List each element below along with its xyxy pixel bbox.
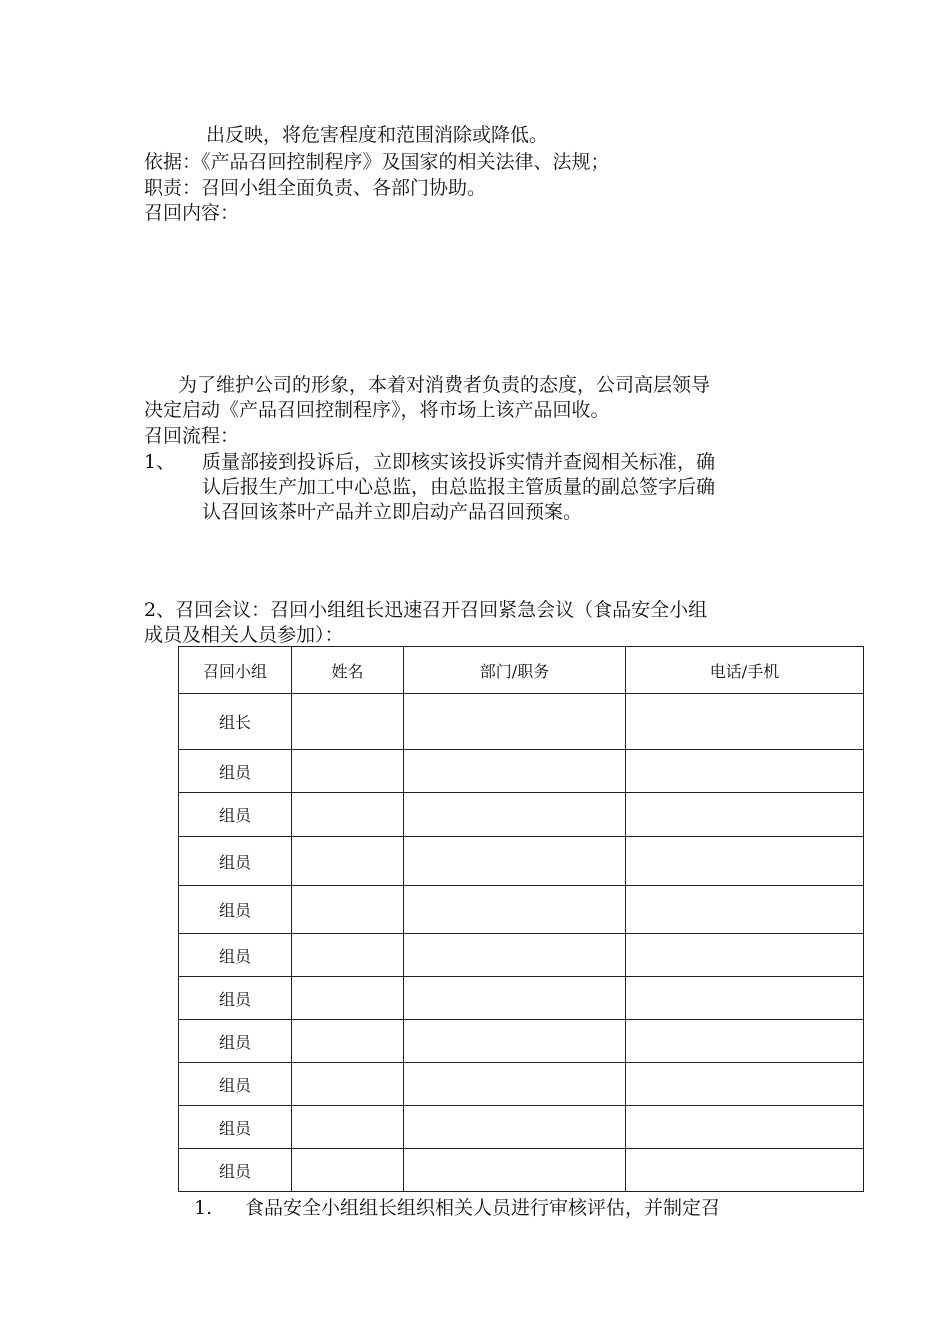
name-cell[interactable] bbox=[292, 1106, 404, 1149]
table-row bbox=[179, 750, 864, 793]
phone-cell[interactable] bbox=[626, 1063, 864, 1106]
role-cell: 组员 bbox=[179, 886, 292, 934]
recall-team-table bbox=[178, 646, 864, 1192]
role-cell: 组员 bbox=[179, 977, 292, 1020]
paragraph-line: 出反映，将危害程度和范围消除或降低。 bbox=[206, 124, 549, 146]
name-cell[interactable] bbox=[292, 1020, 404, 1063]
content-line: 决定启动《产品召回控制程序》，将市场上该产品回收。 bbox=[144, 399, 610, 421]
role-cell: 组长 bbox=[179, 694, 292, 750]
step-line: 认召回该茶叶产品并立即启动产品召回预案。 bbox=[202, 501, 583, 523]
name-cell[interactable] bbox=[292, 750, 404, 793]
dept-cell[interactable] bbox=[404, 934, 626, 977]
dept-cell[interactable] bbox=[404, 837, 626, 886]
table-row bbox=[179, 886, 864, 934]
header-cell: 召回小组 bbox=[179, 647, 292, 694]
table-row bbox=[179, 1149, 864, 1192]
role-cell: 组员 bbox=[179, 750, 292, 793]
name-cell[interactable] bbox=[292, 1063, 404, 1106]
phone-cell[interactable] bbox=[626, 1020, 864, 1063]
phone-cell[interactable] bbox=[626, 750, 864, 793]
step-line: 质量部接到投诉后，立即核实该投诉实情并查阅相关标准，确 bbox=[202, 451, 716, 473]
dept-cell[interactable] bbox=[404, 1020, 626, 1063]
role-cell: 组员 bbox=[179, 1063, 292, 1106]
table-row bbox=[179, 977, 864, 1020]
step-line: 成员及相关人员参加）： bbox=[144, 624, 344, 646]
name-cell[interactable] bbox=[292, 934, 404, 977]
table-row bbox=[179, 694, 864, 750]
name-cell[interactable] bbox=[292, 1149, 404, 1192]
duty-line: 职责：召回小组全面负责、各部门协助。 bbox=[144, 177, 487, 199]
phone-cell[interactable] bbox=[626, 694, 864, 750]
name-cell[interactable] bbox=[292, 694, 404, 750]
dept-cell[interactable] bbox=[404, 750, 626, 793]
role-cell: 组员 bbox=[179, 934, 292, 977]
dept-cell[interactable] bbox=[404, 793, 626, 837]
process-label: 召回流程： bbox=[144, 425, 240, 447]
dept-cell[interactable] bbox=[404, 694, 626, 750]
basis-line: 依据：《产品召回控制程序》及国家的相关法律、法规； bbox=[144, 151, 610, 173]
dept-cell[interactable] bbox=[404, 1149, 626, 1192]
table-row bbox=[179, 1106, 864, 1149]
table-row bbox=[179, 837, 864, 886]
dept-cell[interactable] bbox=[404, 1106, 626, 1149]
step-line: 认后报生产加工中心总监，由总监报主管质量的副总签字后确 bbox=[202, 476, 716, 498]
dept-cell[interactable] bbox=[404, 1063, 626, 1106]
step-line: 2、召回会议：召回小组组长迅速召开召回紧急会议（食品安全小组 bbox=[144, 599, 708, 621]
name-cell[interactable] bbox=[292, 837, 404, 886]
step-number: 1、 bbox=[144, 451, 176, 473]
name-cell[interactable] bbox=[292, 886, 404, 934]
content-line: 为了维护公司的形象，本着对消费者负责的态度，公司高层领导 bbox=[178, 374, 711, 396]
phone-cell[interactable] bbox=[626, 977, 864, 1020]
phone-cell[interactable] bbox=[626, 1149, 864, 1192]
phone-cell[interactable] bbox=[626, 793, 864, 837]
table-row bbox=[179, 934, 864, 977]
phone-cell[interactable] bbox=[626, 934, 864, 977]
role-cell: 组员 bbox=[179, 1149, 292, 1192]
role-cell: 组员 bbox=[179, 1020, 292, 1063]
phone-cell[interactable] bbox=[626, 1106, 864, 1149]
footer-text: 食品安全小组组长组织相关人员进行审核评估，并制定召 bbox=[245, 1197, 721, 1219]
content-label: 召回内容： bbox=[144, 202, 240, 224]
header-cell: 部门/职务 bbox=[404, 647, 626, 694]
phone-cell[interactable] bbox=[626, 886, 864, 934]
table-header-row bbox=[179, 647, 864, 694]
header-cell: 姓名 bbox=[292, 647, 404, 694]
table-row bbox=[179, 1020, 864, 1063]
table-row bbox=[179, 793, 864, 837]
footer-number: 1. bbox=[194, 1197, 213, 1219]
name-cell[interactable] bbox=[292, 793, 404, 837]
dept-cell[interactable] bbox=[404, 977, 626, 1020]
name-cell[interactable] bbox=[292, 977, 404, 1020]
header-cell: 电话/手机 bbox=[626, 647, 864, 694]
role-cell: 组员 bbox=[179, 793, 292, 837]
role-cell: 组员 bbox=[179, 837, 292, 886]
phone-cell[interactable] bbox=[626, 837, 864, 886]
table-row bbox=[179, 1063, 864, 1106]
dept-cell[interactable] bbox=[404, 886, 626, 934]
role-cell: 组员 bbox=[179, 1106, 292, 1149]
